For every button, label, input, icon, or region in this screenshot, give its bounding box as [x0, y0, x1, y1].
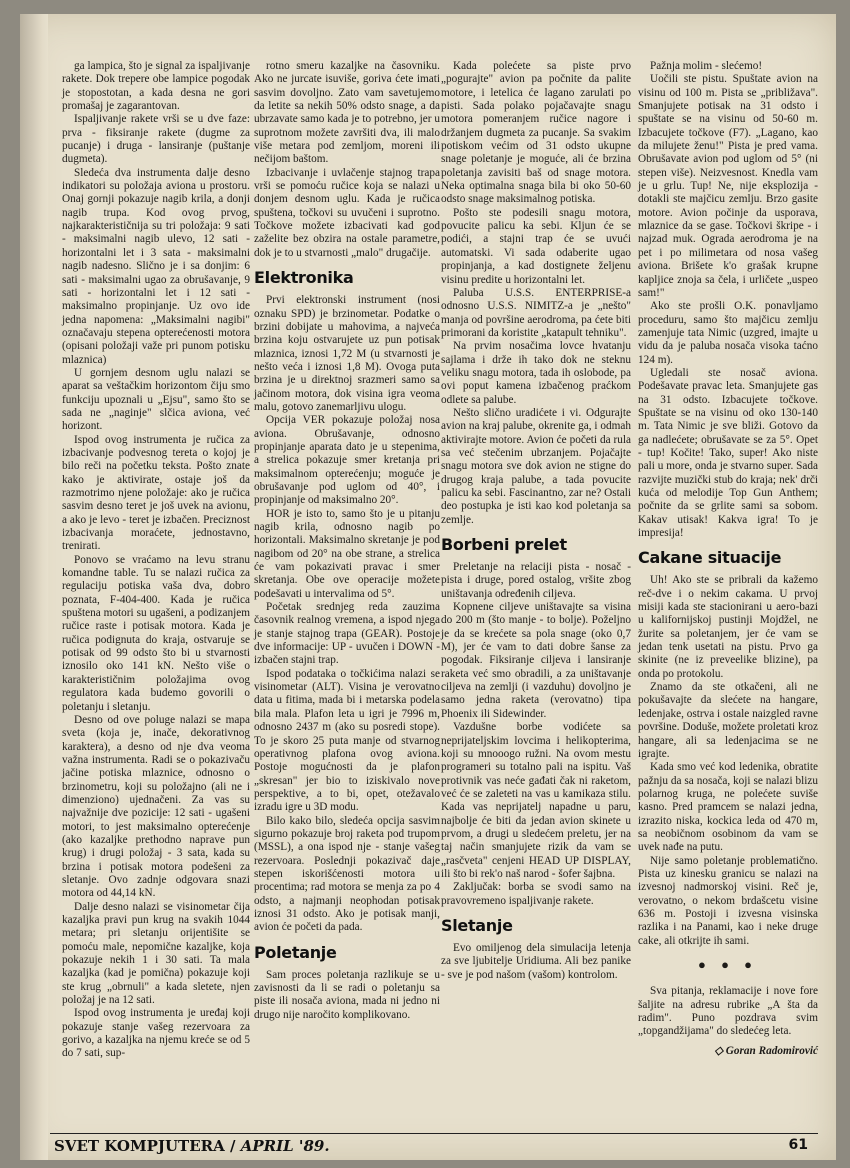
paragraph: Prvi elektronski instrument (nosi oznaku SPD) je brzinometar. Podatke o brzini dobijate u mahovima, a najveća brzina koju ostvarujete uz pun potisak mlaznica, iznosi 1,72 M (u stvarnosti je nešto veća i iznosi 1,8 M). Ovoga puta brzina je u direktnoj srazmeri samo sa jačinom motora, dok visina igra veoma malu, gotovo zanemarljivu ulogu. [254, 294, 440, 413]
paragraph: Nešto slično uradićete i vi. Odgurajte avion na kraj palube, okrenite ga, i odmah aktivirajte motore. Avion će početi da rula sa već stečenim ubrzanjem. Pojačajte snagu motora sve dok avion ne stigne do drugog kraja palube, a tada povucite palicu ka sebi. Fascinantno, zar ne? Ostali deo postupka je isti kao kod poletanja sa zemlje. [441, 406, 631, 526]
paragraph: Sledeća dva instrumenta dalje desno indikatori su položaja aviona u prostoru. Onaj gornji pokazuje nagib krila, a donji nagib trupa. Kod ovog prvog, najkarakterističnija su tri položaja: 9 sati - maksimalni nagib ulevo, 12 sati - horizontalni let i 3 sata - maksimalni nagib nadesno. Slično je i sa donjim: 6 sati - maksimalni ugao za obrušavanje, 9 sati - horizontalni let i 12 sati - maksimalno propinjanje. Uz ovo ide jedna napomena: „Maksimalni nagibi" označavaju stepena opterećenosti motora (opisani položaji važe pri punom potisku mlaznica) [62, 166, 250, 366]
section-elektronika [254, 294, 440, 935]
paragraph: U gornjem desnom uglu nalazi se aparat sa veštačkim horizontom čiju smo funkciju upoznali u „Ejsu", samo što se sada ne „naginje" slčica aviona, već horizont. [62, 366, 250, 433]
issue-date: APRIL '89. [240, 1137, 330, 1155]
paragraph: Ispod podataka o točkićima nalazi se visinometar (ALT). Visina je verovatno data u fitima, mada bi i metarska podela bila mala. Plafon leta u igri je 7996 m, odnosno 2437 m (ako su posredi stope). To je skoro 25 puta manje od stvarnog operativnog plafona ovog aviona. Postoje mogućnosti da je plafon „skresan" jer bio to iziskivalo nove perspektive, a to bi, opet, otežavalo izradu igre u 3D modu. [254, 667, 440, 814]
paragraph: Nije samo poletanje problematično. Pista uz kinesku granicu se nalazi na izvesnoj nadmorskoj visini. Reč je, verovatno, o nekom brdašcetu visine 636 m. Postoji i izvesna visinska razlika i na Panami, kao i neke druge cake, ali otkrijte ih sami. [638, 854, 818, 947]
paragraph: Ako ste prošli O.K. ponavljamo proceduru, samo što majčicu zemlju zamenjuje tata Nimic (uzgred, imajte u vidu da je paluba nosača visoka taćno 124 m). [638, 300, 818, 366]
magazine-page [20, 14, 836, 1160]
section-separator-dots: ● ● ● [697, 957, 759, 972]
paragraph: Izbacivanje i uvlačenje stajnog trapa vrši se pomoću ručice koja se nalazi u donjem desnom uglu. Kada je ručica spuštena, točkovi su uvučeni i suprotno. Točkove možete izbacivati kad god zaželite bez obzira na ostale parametre, dok je to u stvarnosti „malo" drugačije. [254, 166, 440, 259]
paragraph: Ponovo se vraćamo na levu stranu komandne table. Tu se nalazi ručica za regulaciju potiska vaša dva, dobro poznata, F-404-400. Kada je ručica spuštena motori su ugašeni, a podizanjem ručice raste i potisak motora. Kada je ručica podignuta do kraja, ostvaruje se potisak od 99 odsto što bi u stvarnosti iznosilo oko 141 kN. Nešto više o karakterističnim položajima ovog regulatora kada budemo govorili o poletanju i sletanju. [62, 553, 250, 713]
page-spine-shadow [20, 14, 48, 1160]
paragraph: Evo omiljenog dela simulacija letenja za sve ljubitelje Uridiuma. Ali bez panike - sve je pod našom (vašom) kontrolom. [441, 941, 631, 981]
paragraph: Kopnene ciljeve uništavajte sa visina do 200 m (što manje - to bolje). Poželjno je da se krećete sa pola snage (oko 0,7 M), jer će vam to dati dobre šanse za pogodak. Fiksiranje ciljeva i lansiranje raketa već smo obradili, a za uništavanje ciljeva na zemlji (i vazduhu) dovoljno je samo jedna raketa (verovatno) tipa Phoenix ili Sidewinder. [441, 601, 631, 720]
paragraph: Ispaljivanje rakete vrši se u dve faze: prva - fiksiranje rakete (dugme za pucanje) i druga - lansiranje (puštanje dugmeta). [62, 113, 250, 166]
heading-cakane-situacije: Cakane situacije [638, 548, 782, 568]
section-borbeni-prelet [441, 561, 631, 908]
heading-sletanje: Sletanje [441, 915, 513, 935]
section-cakane-situacije [638, 574, 818, 948]
paragraph: Bilo kako bilo, sledeća opcija sasvim sigurno pokazuje broj raketa pod trupom (MSSL), a ona ispod nje - stanje vašeg rezervoara. Poslednji pokazivač daje stepen iskorišćenosti motora u procentima; rad motora se menja za po 4 odsto, a najmanji neophodan potisak iznosi 31 odsto. Ako je potisak manji, avion će početi da pada. [254, 814, 440, 934]
paragraph: ga lampica, što je signal za ispaljivanje rakete. Dok trepere obe lampice pogodak je stopostotan, a kada desna ne gori promašaj je zagarantovan. [62, 60, 250, 113]
column-2 [254, 60, 440, 1022]
footer-rule [50, 1133, 818, 1134]
paragraph: Ispod ovog instrumenta je uređaj koji pokazuje stanje vašeg rezervoara za gorivo, a kazaljka na njemu kreće se od 5 do 7 sati, sup- [62, 1007, 250, 1060]
paragraph: Uh! Ako ste se pribrali da kažemo reč-dve i o nekim cakama. U prvoj misiji kada ste stacionirani u aero-bazi u kalifornijskoj pustinji Mojdžel, ne žurite sa poletanjem, jer će vam se jedan tenk usetati na pistu. Prvo ga skinite (ne iz preveelike blizine), pa onda po protokolu. [638, 574, 818, 680]
column-3-intro [441, 60, 631, 527]
paragraph: Početak srednjeg reda zauzima časovnik realnog vremena, a ispod njega je stanje stajnog trapa (GEAR). Postoje dve informacije: UP - uvučen i DOWN - izbačen stajni trap. [254, 601, 440, 667]
column-4 [638, 60, 818, 1058]
heading-borbeni-prelet: Borbeni prelet [441, 535, 567, 555]
paragraph: Kada smo već kod ledenika, obratite pažnju da sa nosača, koji se nalazi blizu polarnog kruga, ne polećete suviše kasno. Pred pramcem se nalazi jedna, izrazito niska, kockica leda od 470 m, sa neobičnom osobinom da vam se uvek nađe na putu. [638, 761, 818, 854]
paragraph: Opcija VER pokazuje položaj nosa aviona. Obrušavanje, odnosno propinjanje aparata dato je u stepenima, a strelica pokazuje smer kretanja pri maksimalnom opterećenju; moguće je obrušavanje pod uglom od 40°, i propinjanje od maksimalno 20°. [254, 414, 440, 507]
page-number: 61 [788, 1137, 808, 1153]
paragraph: Pošto ste podesili snagu motora, povucite palicu ka sebi. Kljun će se podići, a stajni trap će se uvući automatski. Vi sada odaberite ugao propinjanja, a kad dostignete željenu visinu predite u horizontalni let. [441, 206, 631, 286]
section-sletanje [441, 942, 631, 982]
paragraph: Desno od ove poluge nalazi se mapa sveta (koja je, inače, dekorativnog karaktera), a desno od nje dva veoma važna instrumenta. Radi se o pokazivaču jačine potiska mlaznice, odnosno o brzinometru, koji su položajno (ali ne i dimenziono) ujednačeni. Za vas su najvažnije dve pozicije: 12 sati - ugašeni motori, to jest maksimalno opterećenje (ako kazaljke prethodno naprave pun krug) i drugi položaj - 3 sata, kada su brzina i potisak motora podešeni za sletanje. Ovo zadnje odgovara snazi motora od 44,14 kN. [62, 713, 250, 900]
heading-elektronika: Elektronika [254, 268, 354, 288]
column-2-intro [254, 60, 440, 260]
paragraph: Dalje desno nalazi se visinometar čija kazaljka pravi pun krug na svakih 1044 metara; pri sletanju orijentišite se pomoću male, nepomične kazaljke, koja pokazuje nekih 1 i 30 sati. Ta mala kazaljka (kad je pomična) pokazuje koji ste krug „obrnuli" a kada sletete, njen položaj je na 12 sati. [62, 900, 250, 1007]
heading-poletanje: Poletanje [254, 942, 337, 962]
paragraph: HOR je isto to, samo što je u pitanju nagib krila, odnosno nagib po horizontali. Maksimalno skretanje je pod nagibom od 20° na obe strane, a strelica će vam pokazivati pravac i smer skretanja. Obe ove operacije možete podešavati u intervalima od 5°. [254, 507, 440, 600]
paragraph: Sam proces poletanja razlikuje se u zavisnosti da li se radi o poletanju sa piste ili nosača aviona, mada ni jedno ni drugo nije naročito komplikovano. [254, 968, 440, 1021]
paragraph: Znamo da ste otkačeni, ali ne pokušavajte da slećete na hangare, ledenjake, ostrva i ostale naizgled ravne površine. Doduše, možete proletati kroz hangare, ali sa ledenjacima se ne igrajte. [638, 681, 818, 760]
paragraph: Zaključak: borba se svodi samo na pravovremeno ispaljivanje rakete. [441, 881, 631, 907]
footer-magazine: SVET KOMPJUTERA / APRIL '89. [54, 1137, 330, 1155]
paragraph: Pažnja molim - slećemo! [650, 60, 763, 72]
paragraph: Uočili ste pistu. Spuštate avion na visinu od 100 m. Pista se „približava". Smanjujete potisak na 31 odsto i spuštate se na visinu od 50-60 m. Izbacujete točkove (F7). „Lagano, kao da milujete ženu!" Pista je pred vama. Obrušavate avion pod uglom od 5° (ni stepen više). Neizvesnost. Knedla vam je u grlu. Tup! Ne, nije eksplozija - dotakli ste majčicu zemlju. Brzo gasite motore. Avion počinje da usporava, mlaznice da se gase. Točkovi škripe - i najzad muk. Ograda aerodroma je na pet i po milimetara od nosa vašeg aviona. Brišete k'o grašak krupne kapljice znoja sa čela, i urličete „uspeo sam!" [638, 73, 818, 299]
author-signature: ◇ Goran Radomirović [714, 1044, 818, 1057]
section-poletanje [254, 969, 440, 1022]
paragraph: Vazdušne borbe vodićete sa neprijateljskim lovcima i helikopterima, koji su mnooogo ružni. Na ovom mestu programeri su totalno pali na ispitu. Vaš protivnik vas neće gađati čak ni raketom, već će se zaleteti na vas u kamikaza stilu. Kada vas neprijatelj napadne u paru, najbolje će biti da jedan avion skinete u prvom, a drugi u sledećem preletu, jer na taj način smanjujete rizik da vam se „rasčveta" cenjeni HEAD UP DISPLAY, ili što bi rek'o naš narod - šofer šajbna. [441, 721, 631, 880]
column-3 [441, 60, 631, 982]
closing-note [638, 985, 818, 1038]
column-4-intro [638, 60, 818, 540]
paragraph: Na prvim nosačima lovce hvatanju sajlama i drže ih tako dok ne steknu veliku snagu motora, tada ih oslobode, pa ovi poput kamena izbačenog praćkom odlete sa palube. [441, 340, 631, 406]
paragraph: Paluba U.S.S. ENTERPRISE-a odnosno U.S.S. NIMITZ-a je „nešto" manja od površine aerodroma, pa ćete biti primorani da koristite „katapult tehniku". [441, 286, 631, 339]
paragraph: Sva pitanja, reklamacije i nove fore šaljite na adresu rubrike „A šta da radim". Puno pozdrava svim „topgandžijama" do sledećeg leta. [638, 985, 818, 1038]
paragraph: Preletanje na relaciji pista - nosač - pista i druge, pored ostalog, vršite zbog uništavanja određenih ciljeva. [441, 561, 631, 600]
magazine-title: SVET KOMPJUTERA [54, 1137, 225, 1155]
paragraph: Kada polećete sa piste prvo „pogurajte" avion pa počnite da palite motore, i letelica će lagano zarulati po pisti. Sada polako pojačavajte snagu motora pomeranjem ručice nagore i držanjem dugmeta za pucanje. Sa svakim potiskom većim od 31 odsto ukupne snage poletanje je moguće, ali će brzina poletanja zavisiti baš od snage motora. Neka optimalna snaga bila bi oko 50-60 odsto snage maksimalnog potiska. [441, 60, 631, 206]
column-1 [62, 60, 250, 1061]
paragraph: Ispod ovog instrumenta je ručica za izbacivanje podvesnog tereta o kojoj je bilo reči na početku teksta. Pošto znate kako je aktivirate, ostaje još da razmotrimo njene položaje: ako je ručica sasvim desno teret je još uvek na avionu, a ako je levo - teret je izbačen. Preciznost izbacivanja moraćete, jednostavno, trenirati. [62, 433, 250, 553]
paragraph: rotno smeru kazaljke na časovniku. Ako ne jurcate isuviše, goriva ćete imati sasvim dovoljno. Zato vam savetujemo da letite sa nekih 50% odsto snage, a da ubrzavate samo kada je to potrebno, jer u suprotnom možete završiti dva, ili malo više metara pod zemljom, moreni ili nečijom baštom. [254, 60, 440, 166]
paragraph: Ugledali ste nosač aviona. Podešavate pravac leta. Smanjujete gas na 31 odsto. Izbacujete točkove. Spuštate se na visinu od oko 130-140 m. Tata Nimic je sve bliži. Gotovo da ga nadlećete; obrušavate se za 5°. Opet - tup! Kočite! Tako, super! Ako niste pali u more, onda je stvarno super. Sada razvijte muzički stub do kraja; nek' drči kuća od melodije Top Gun Anthem; počnite da se grlite sami sa sobom. Kakav utisak! Kakva igra! To je impresija! [638, 366, 818, 540]
